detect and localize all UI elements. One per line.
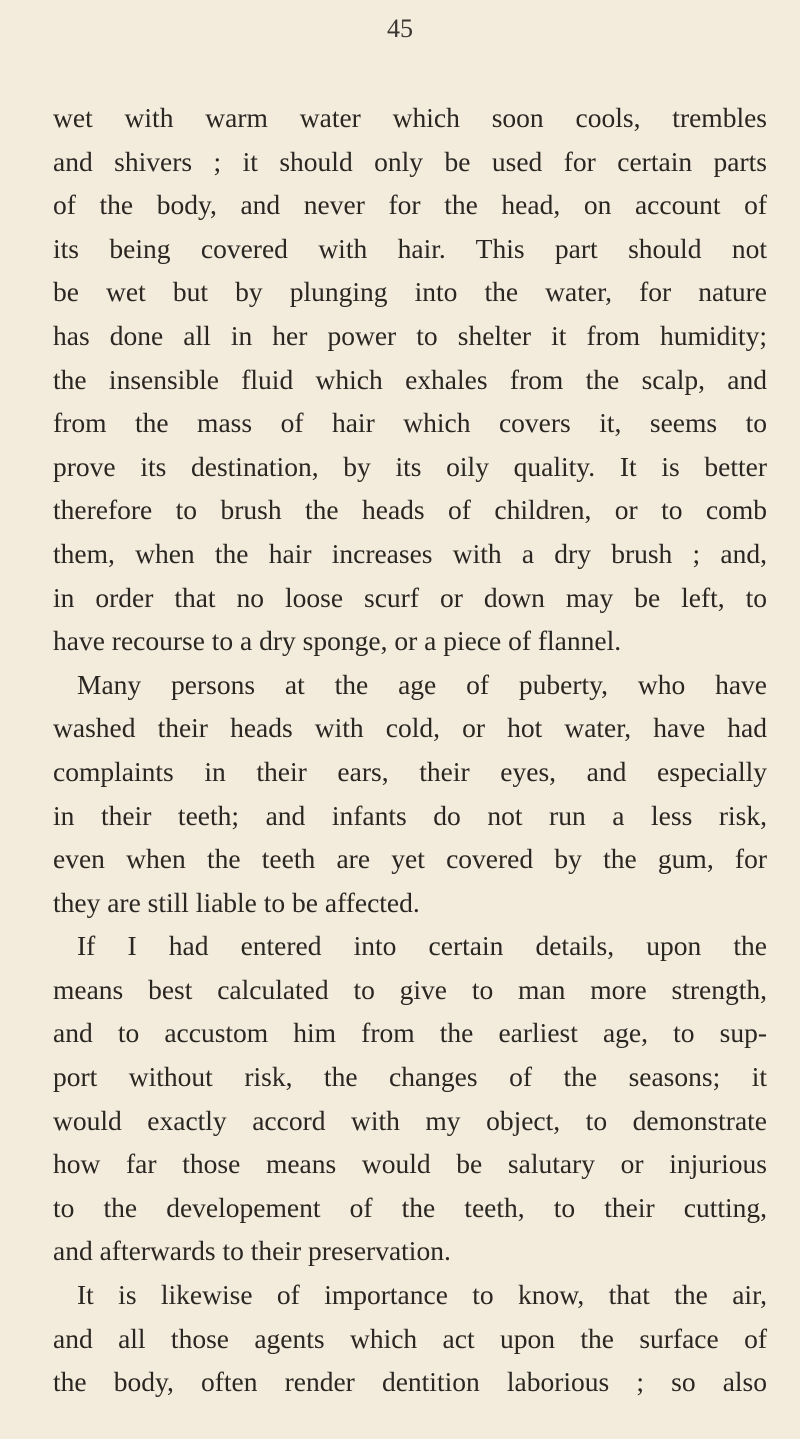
text-line: in order that no loose scurf or down may be left, to [53,581,767,613]
text-line: and afterwards to their preservation. [53,1235,451,1267]
text-line: and all those agents which act upon the surface of [53,1322,767,1354]
text-line: how far those means would be salutary or injurious [53,1148,767,1180]
text-line: even when the teeth are yet covered by the gum, for [53,843,767,875]
text-line: the body, often render dentition laborious ; so also [53,1366,767,1398]
text-line: and to accustom him from the earliest age, to sup- [53,1017,767,1049]
text-line: in their teeth; and infants do not run a less risk, [53,799,767,831]
text-line: therefore to brush the heads of children, or to comb [53,494,767,526]
text-line: they are still liable to be affected. [53,886,420,918]
text-line: complaints in their ears, their eyes, and especially [53,755,767,787]
text-line: prove its destination, by its oily quality. It is better [53,450,767,482]
text-line: them, when the hair increases with a dry brush ; and, [53,537,767,569]
text-line: its being covered with hair. This part should not [53,232,767,264]
text-line: and shivers ; it should only be used for certain parts [53,145,767,177]
text-line: It is likewise of importance to know, that the air, [77,1279,767,1311]
text-line: from the mass of hair which covers it, seems to [53,407,767,439]
text-line: the insensible fluid which exhales from the scalp, and [53,363,767,395]
page-number: 45 [387,14,413,43]
text-line: would exactly accord with my object, to demonstrate [53,1104,767,1136]
text-line: of the body, and never for the head, on account of [53,189,767,221]
text-line: washed their heads with cold, or hot water, have had [53,712,767,744]
text-line: has done all in her power to shelter it from humidity; [53,319,767,351]
text-line: port without risk, the changes of the seasons; it [53,1061,767,1093]
text-line: be wet but by plunging into the water, for nature [53,276,767,308]
body-text [53,96,767,1404]
text-line: to the developement of the teeth, to their cutting, [53,1191,767,1223]
text-line: If I had entered into certain details, upon the [77,930,767,962]
text-line: means best calculated to give to man more strength, [53,973,767,1005]
text-line: Many persons at the age of puberty, who have [77,668,767,700]
text-line: have recourse to a dry sponge, or a piece of flannel. [53,625,622,657]
text-line: wet with warm water which soon cools, trembles [53,102,767,133]
